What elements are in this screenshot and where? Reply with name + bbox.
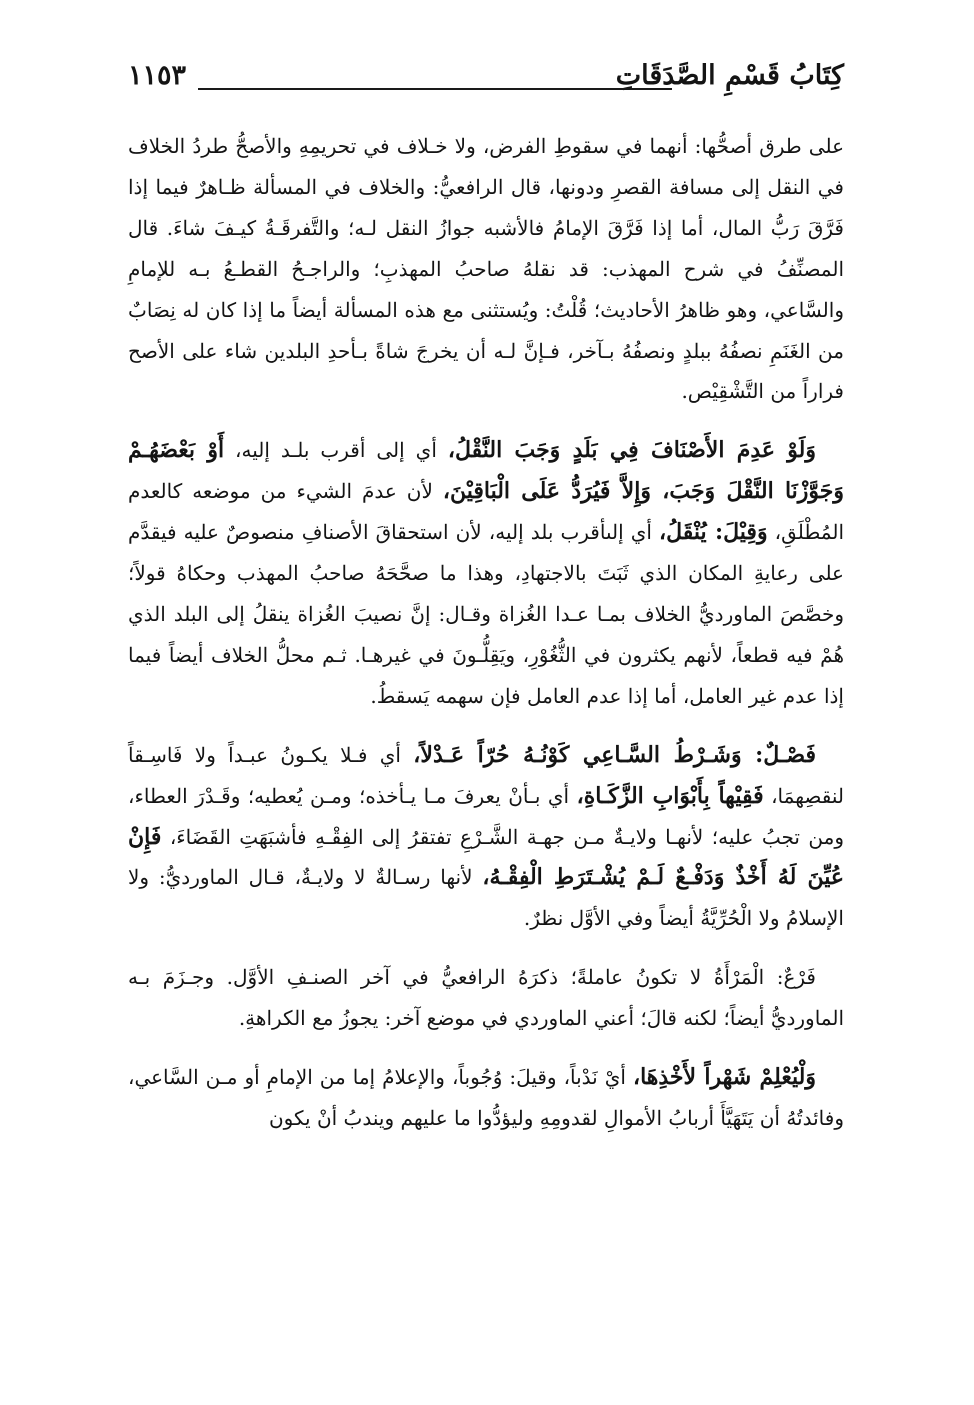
- paragraph: [128, 1057, 844, 1139]
- matn-text: فَإِنْ عُيِّنَ لَهُ أَخْذٌ وَدَفْـعٌ لَـمْ يُشْـتَرَطِ الْفِقْـهُ،: [128, 823, 845, 891]
- matn-text: وَلْيُعْلِمْ شَهْراً لأَخْذِهَا،: [632, 1064, 816, 1091]
- matn-text: وَلَوْ عَدِمَ الأَصْنَافَ فِي بَلَدٍ وَجَبَ النَّقْلُ،: [447, 437, 816, 464]
- text-run: على طرق أصحُّها: أنهما في سقوطِ الفرض، ولا خـلاف في تحريمِهِ والأصحُّ طردُ الخلاف في النقل إلى مسافة القصرِ ودونها، قال الرافعيُّ: والخلاف في المسألة ظـاهرٌ فيما إذا فَرَّقَ رَبُّ المال، أما إذا فَرَّقَ الإمامُ فالأشبه جوازُ النقل لـه؛ والتَّفرقَـةُ كيـفَ شاءَ. قال المصنِّفُ في شرح المهذب: قد نقلهُ صاحبُ المهذبِ؛ والراجـحُ القطـعُ بـه للإمامِ والسَّاعي، وهو ظاهرُ الأحاديث؛ قُلْتُ: ويُستثنى مع هذه المسألة أيضاً ما إذا كان له نِصَابٌ من الغَنَمِ نصفُهُ ببلدٍ ونصفُهُ بـآخر، فـإنَّ لـه أن يخرجَ شاةً بـأحدِ البلدين شاء على الأصح فراراً من التَّشْقِيْص.: [128, 134, 844, 404]
- page-number: ١١٥٣: [128, 60, 187, 91]
- page-header: [128, 56, 844, 100]
- matn-text: فَقِيْهاً بِأَبْوَابِ الزَّكَـاةِ،: [576, 782, 764, 809]
- commentary-text: أي إلى أقرب بلـد إليه،: [224, 438, 448, 463]
- header-rule: [198, 88, 672, 90]
- commentary-text: لأنها رسـالةٌ لا ولايـةٌ، قـال الماورديُّ: ولا الإسلامُ ولا الْحُرِّيَّةُ أيضاً وفي الأوَّل نظرٌ.: [128, 865, 844, 931]
- commentary-text: فَرْعٌ: الْمَرْأَةُ لا تكونُ عاملةً؛ ذكرَهُ الرافعيُّ في آخر الصنـفِ الأوَّل. وجـزَمَ بـه الماورديُّ أيضاً؛ لكنه قالَ؛ أعني الماوردي في موضع آخر: يجوزُ مع الكراهةِ.: [128, 965, 844, 1031]
- commentary-text: أي بـأنْ يعرفَ مـا يـأخذه؛ ومـن يُعطيه؛ وقَـدْرَ العطاء، ومن تجبُ عليه؛ لأنهـا ولايـةٌ مـن جهـة الشَّـرْعِ تفتقرُ إلى الفِقْـهِ فأشبَهَتِ القَضَاءَ،: [128, 783, 844, 849]
- paragraph: [128, 957, 844, 1039]
- commentary-text: أي فـلا يكـونُ عبـداً ولا فَاسِـقاً لنقصِهمَا،: [128, 742, 844, 808]
- commentary-text: أيْ نَدْباً، وقيلَ: وُجُوباً، والإعلامُ إما من الإمامِ أو مـن السَّاعي، وفائدتُهُ أن يَتَهَيَّأَ أربابُ الأموالِ لقدومِهِ وليؤدُّوا ما عليهم ويندبُ أنْ يكون: [128, 1065, 844, 1130]
- commentary-text: أي إلىأقرب بلد إليه، لأن استحقاقَ الأصنافِ منصوصٌ عليه فيقدَّم على رعايةِ المكان الذي ثَبَتَ بالاجتهادِ، وهذا ما صحَّحَهُ صاحبُ المهذب وحكاهُ قولاً؛ وخصَّصَ الماورديُّ الخلاف بمـا عـدا الغُزاة وقـال: إنَّ نصيبَ الغُزاة ينقلُ إلى البلد الذي هُمْ فيه قطعاً، لأنهم يكثرون في الثُّغُوْرِ، ويَقِلُّـونَ في غيرهـا. ثـم محلُّ الخلاف أيضاً فيما إذا عدم غير العامل، أما إذا عدم العامل فإن سهمه يَسقطُ.: [128, 520, 844, 708]
- matn-text: أَوْ بَعْضَهُـمْ وَجَوَّزْنَا النَّقْلَ وَجَبَ، وَإِلاَّ فَيُرَدُّ عَلَى الْبَاقِيْنَ،: [128, 437, 844, 505]
- matn-text: وَقِيْلَ: يُنْقَلُ،: [658, 519, 768, 546]
- commentary-text: لأن عدمَ الشيء من موضعه كالعدم المُطْلَقِ،: [128, 479, 844, 545]
- paragraph: [128, 735, 844, 940]
- paragraph: [128, 126, 844, 412]
- paragraph: [128, 430, 844, 716]
- running-title: كِتَابُ قَسْمِ الصَّدَقَاتِ: [615, 60, 844, 91]
- matn-text: فَصْـلٌ: وَشَـرْطُ السَّـاعِي كَوْنُـهُ حُرّاً عَـدْلاً،: [413, 741, 816, 768]
- page-body: [128, 126, 844, 1157]
